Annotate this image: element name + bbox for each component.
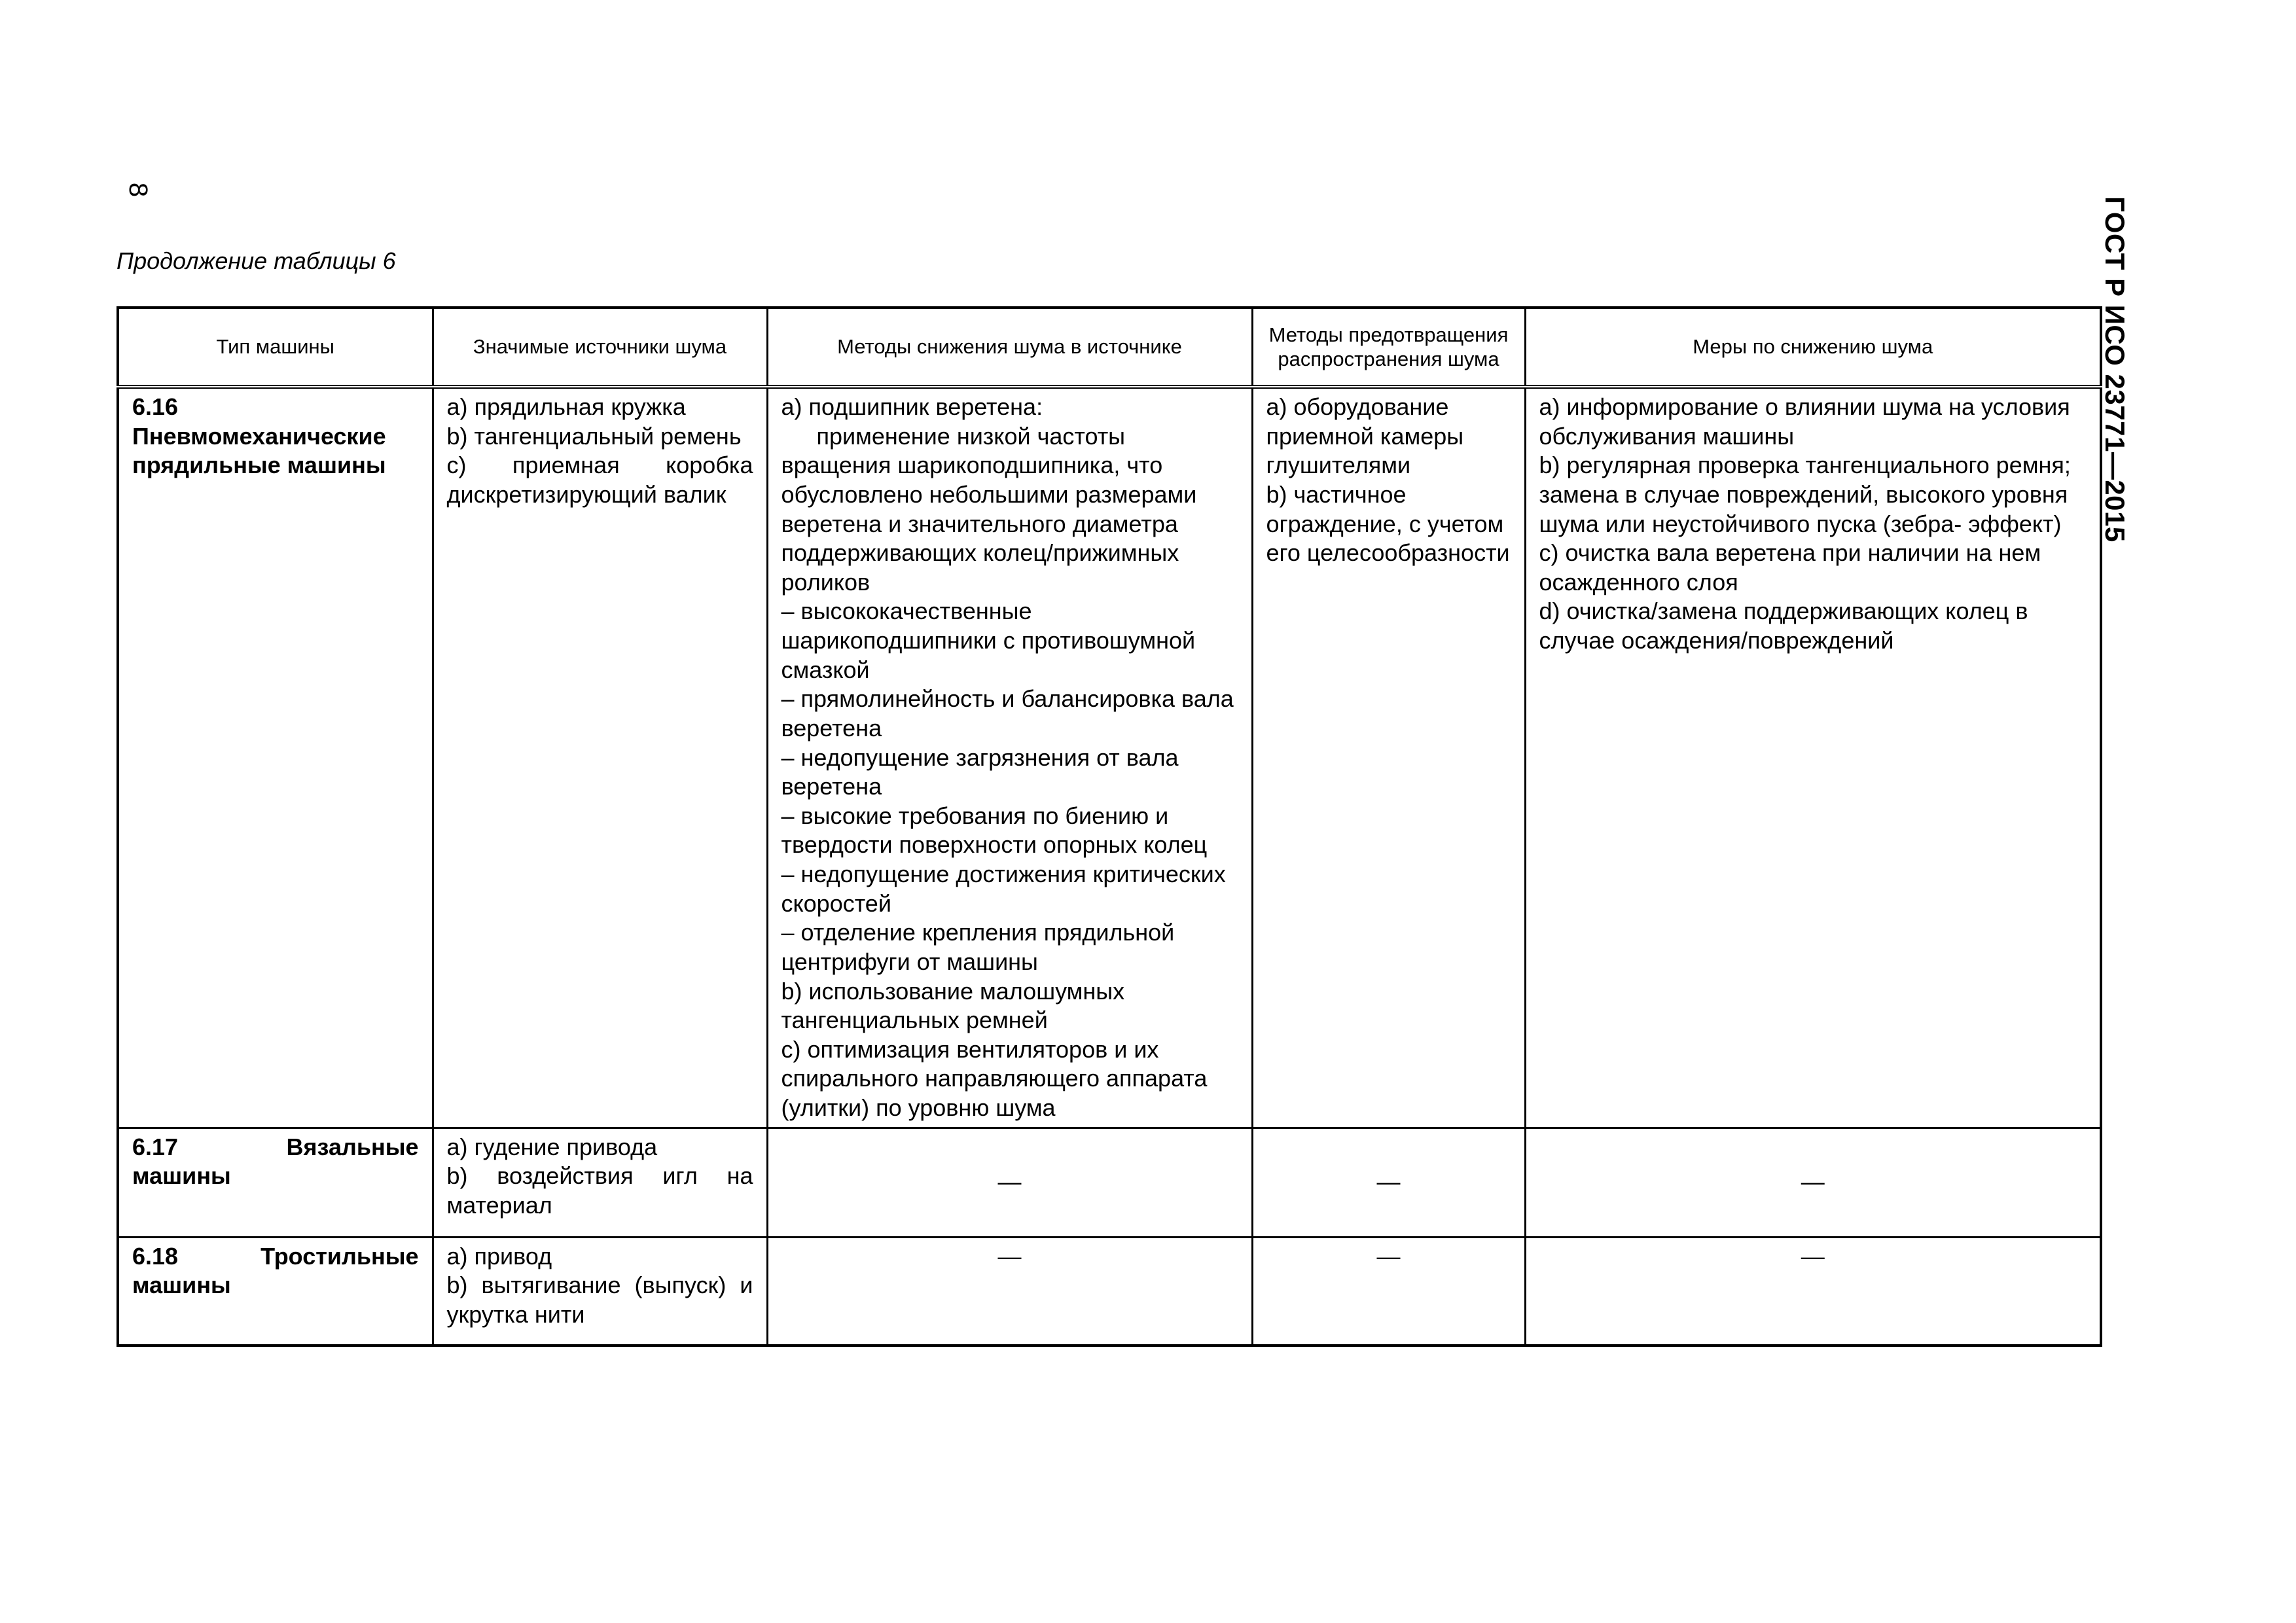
table-row	[118, 1237, 2101, 1346]
list-item: a) прядильная кружка	[446, 393, 686, 420]
table-header-row	[118, 308, 2101, 387]
list-item: c) приемная коробка дискретизирующий валик	[446, 452, 753, 508]
table-row	[118, 387, 2101, 1128]
noise-table	[117, 306, 2102, 1347]
header-source-methods: Методы снижения шума в источнике	[767, 308, 1252, 387]
list-item: c) очистка вала веретена при наличии на нем осажденного слоя	[1539, 539, 2041, 596]
list-item: b) тангенциальный ремень	[446, 422, 742, 450]
propagation-methods-cell: —	[1252, 1128, 1525, 1237]
list-item: – высокие требования по биению и твердости поверхности опорных колец	[781, 802, 1208, 859]
header-machine-type: Тип машины	[118, 308, 433, 387]
noise-sources-cell	[433, 387, 767, 1128]
noise-sources-cell	[433, 1237, 767, 1346]
list-item: d) очистка/замена поддерживающих колец в случае осаждения/повреждений	[1539, 597, 2028, 654]
list-item: – высококачественные шарикоподшипники с противошумной смазкой	[781, 597, 1196, 683]
measures-cell: —	[1525, 1128, 2101, 1237]
header-measures: Меры по снижению шума	[1525, 308, 2101, 387]
source-methods-cell: —	[767, 1237, 1252, 1346]
table-caption: Продолжение таблицы 6	[117, 247, 396, 274]
machine-type-cell: 6.17 Вязальные машины	[118, 1128, 433, 1237]
measures-cell	[1525, 387, 2101, 1128]
header-noise-sources: Значимые источники шума	[433, 308, 767, 387]
list-item: a) оборудование приемной камеры глушителями	[1266, 393, 1464, 479]
table-row	[118, 1128, 2101, 1237]
list-item: a) информирование о влиянии шума на условия обслуживания машины	[1539, 393, 2070, 450]
source-methods-cell: —	[767, 1128, 1252, 1237]
list-item: – недопущение достижения критических скоростей	[781, 861, 1226, 917]
list-item: b) вытягивание (выпуск) и укрутка нити	[446, 1272, 753, 1328]
list-item: – прямолинейность и балансировка вала веретена	[781, 685, 1234, 741]
list-item: применение низкой частоты вращения шарикоподшипника, что обусловлено небольшими размерами веретена и значительного диаметра поддерживающих колец/прижимных роликов	[781, 422, 1197, 596]
source-methods-cell	[767, 387, 1252, 1128]
machine-type-cell: 6.18 Тростильные машины	[118, 1237, 433, 1346]
list-item: b) регулярная проверка тангенциального ремня; замена в случае повреждений, высокого уровня шума или неустойчивого пуска (зебра- эффект)	[1539, 452, 2071, 537]
measures-cell: —	[1525, 1237, 2101, 1346]
noise-sources-cell	[433, 1128, 767, 1237]
list-item: – отделение крепления прядильной центрифуги от машины	[781, 919, 1175, 975]
list-item: b) использование малошумных тангенциальных ремней	[781, 977, 1125, 1034]
page-number: 8	[124, 182, 153, 198]
list-item: b) частичное ограждение, с учетом его целесообразности	[1266, 480, 1510, 567]
list-item: a) гудение привода	[446, 1133, 658, 1160]
list-item: a) привод	[446, 1242, 552, 1270]
header-propagation-methods: Методы предотвращения распространения шума	[1252, 308, 1525, 387]
propagation-methods-cell	[1252, 387, 1525, 1128]
propagation-methods-cell: —	[1252, 1237, 1525, 1346]
list-item: c) оптимизация вентиляторов и их спирального направляющего аппарата (улитки) по уровню шума	[781, 1035, 1208, 1121]
list-item: a) подшипник веретена:	[781, 393, 1043, 420]
list-item: – недопущение загрязнения от вала веретена	[781, 743, 1179, 800]
list-item: b) воздействия игл на материал	[446, 1162, 753, 1219]
standard-code: ГОСТ Р ИСО 23771—2015	[2100, 196, 2130, 543]
machine-type-cell: 6.16 Пневмомеханические прядильные машины	[118, 387, 433, 1128]
